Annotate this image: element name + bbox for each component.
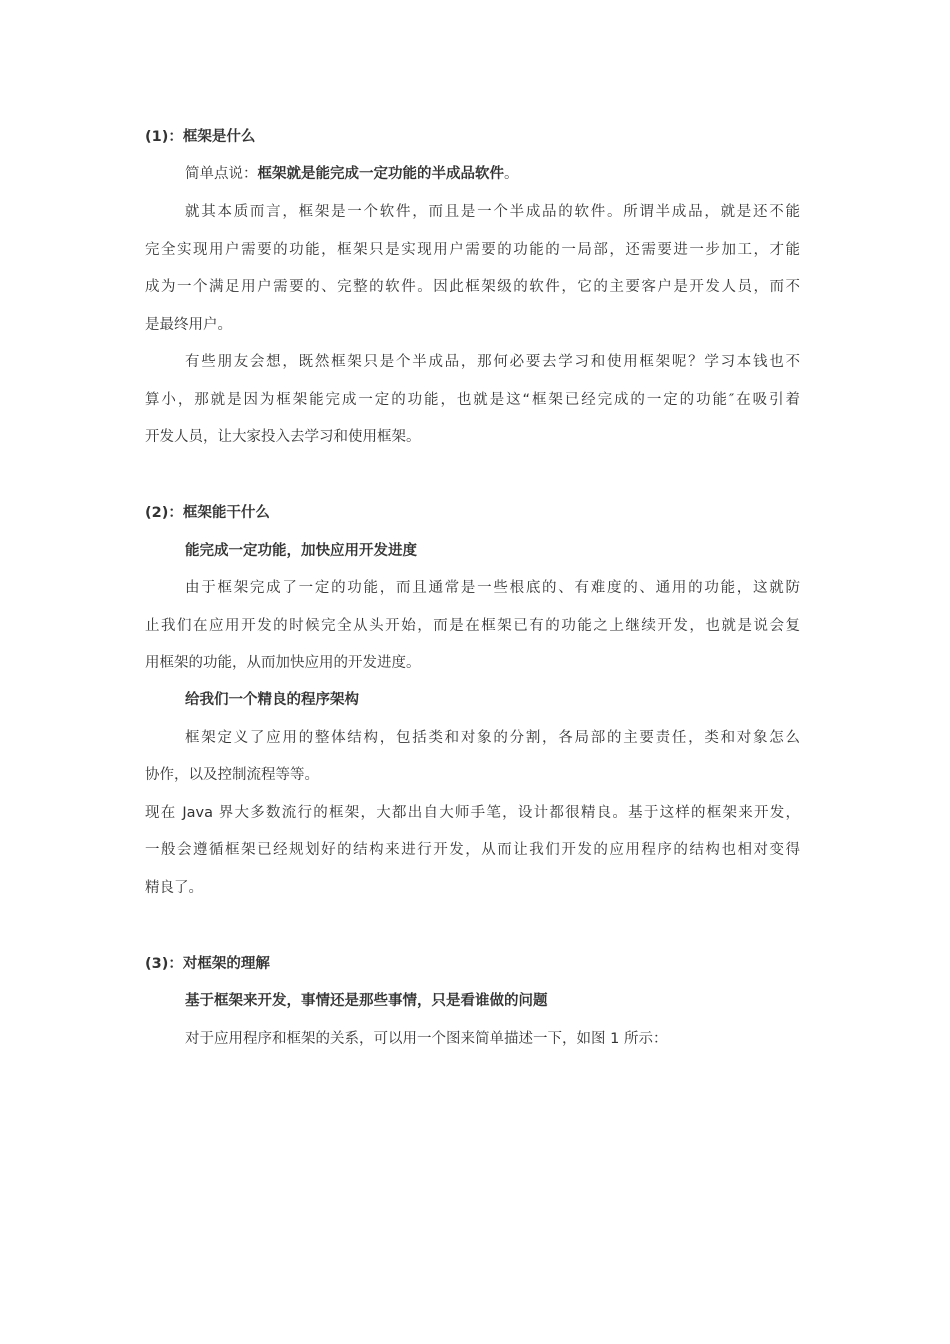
- section-heading-2: (2)：框架能干什么: [145, 505, 270, 521]
- paragraph-line: 是最终用户。: [145, 317, 232, 333]
- paragraph-line: 止我们在应用开发的时候完全从头开始，而是在框架已有的功能之上继续开发，也就是说会复: [145, 618, 800, 634]
- paragraph-line: 成为一个满足用户需要的、完整的软件。因此框架级的软件，它的主要客户是开发人员，而不: [145, 279, 800, 295]
- lead-prefix: 简单点说：: [185, 166, 258, 182]
- lead-bold-definition: 框架就是能完成一定功能的半成品软件: [257, 166, 504, 182]
- section-heading-3: (3)：对框架的理解: [145, 956, 270, 972]
- lead-sentence: [185, 163, 519, 185]
- paragraph-line: 协作，以及控制流程等等。: [145, 767, 319, 783]
- paragraph-line: 现在 Java 界大多数流行的框架，大都出自大师手笔，设计都很精良。基于这样的框架来开发，: [145, 805, 800, 821]
- lead-suffix: 。: [504, 166, 519, 182]
- paragraph-line: 精良了。: [145, 880, 203, 896]
- paragraph-line: 由于框架完成了一定的功能，而且通常是一些根底的、有难度的、通用的功能，这就防: [185, 580, 800, 596]
- subheading: 基于框架来开发，事情还是那些事情，只是看谁做的问题: [185, 993, 548, 1009]
- paragraph-line: 完全实现用户需要的功能，框架只是实现用户需要的功能的一局部，还需要进一步加工，才能: [145, 242, 800, 258]
- paragraph-line: 开发人员，让大家投入去学习和使用框架。: [145, 429, 421, 445]
- paragraph-line: 算小，那就是因为框架能完成一定的功能，也就是这“框架已经完成的一定的功能″在吸引着: [145, 392, 800, 408]
- subheading: 给我们一个精良的程序架构: [185, 692, 359, 708]
- paragraph-line: 一般会遵循框架已经规划好的结构来进行开发，从而让我们开发的应用程序的结构也相对变得: [145, 842, 800, 858]
- section-heading-1: (1)：框架是什么: [145, 129, 256, 145]
- subheading: 能完成一定功能，加快应用开发进度: [185, 543, 417, 559]
- paragraph-line: 就其本质而言，框架是一个软件，而且是一个半成品的软件。所谓半成品，就是还不能: [185, 204, 800, 220]
- paragraph-line: 用框架的功能，从而加快应用的开发进度。: [145, 655, 421, 671]
- paragraph-line: 对于应用程序和框架的关系，可以用一个图来简单描述一下，如图 1 所示：: [185, 1031, 668, 1047]
- paragraph-line: 有些朋友会想，既然框架只是个半成品，那何必要去学习和使用框架呢？学习本钱也不: [185, 354, 800, 370]
- paragraph-line: 框架定义了应用的整体结构，包括类和对象的分割，各局部的主要责任，类和对象怎么: [185, 730, 800, 746]
